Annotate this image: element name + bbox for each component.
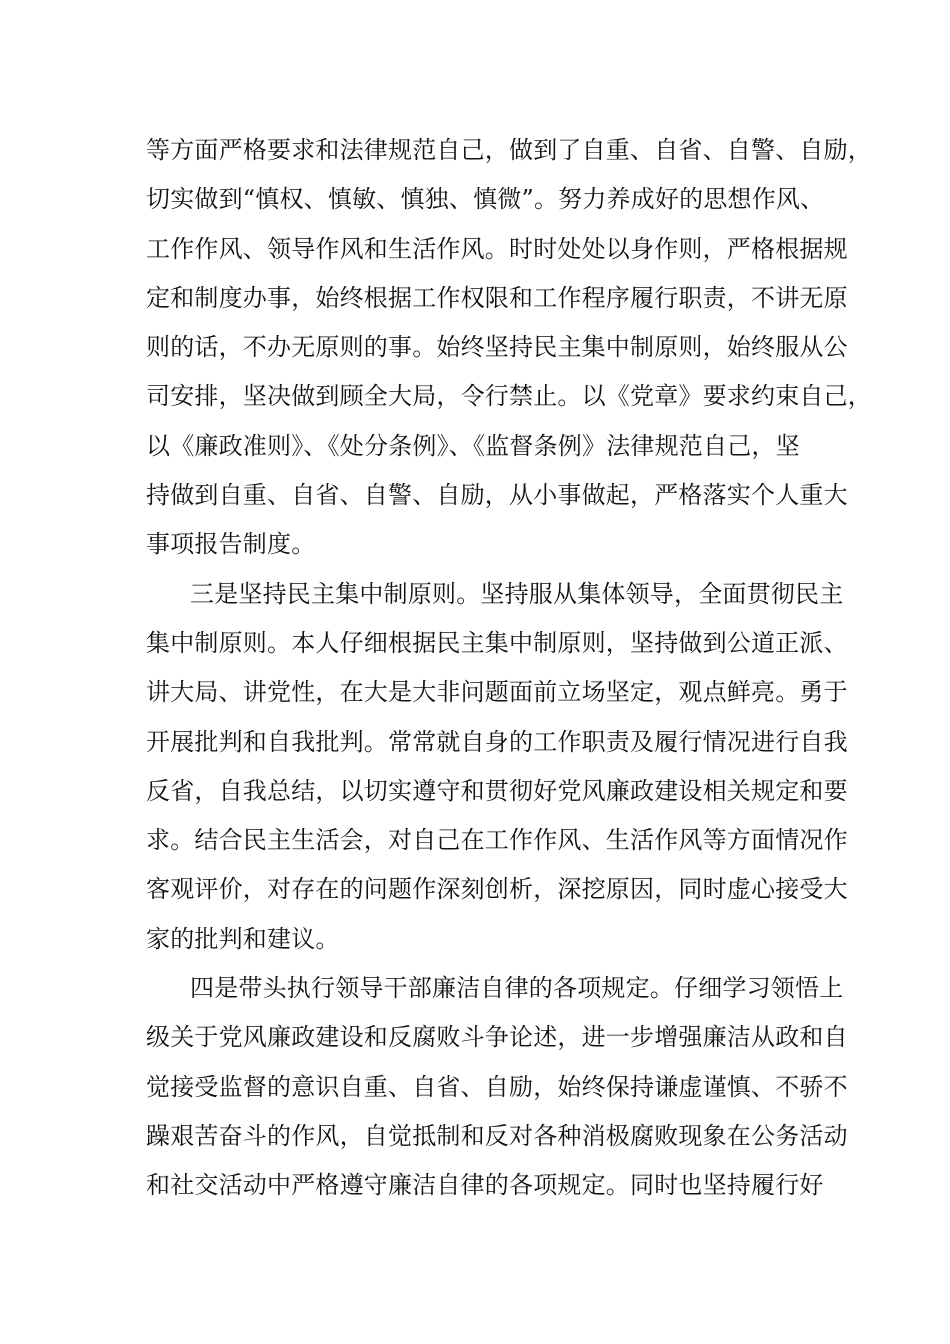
text-line: 集中制原则。本人仔细根据民主集中制原则，坚持做到公道正派、 [146, 628, 848, 657]
text-line: 求。结合民主生活会，对自己在工作作风、生活作风等方面情况作 [146, 826, 848, 855]
text-line: 开展批判和自我批判。常常就自身的工作职责及履行情况进行自我 [146, 727, 848, 756]
text-line: 和社交活动中严格遵守廉洁自律的各项规定。同时也坚持履行好 [146, 1171, 824, 1200]
text-line: 持做到自重、自省、自警、自励，从小事做起，严格落实个人重大 [146, 481, 848, 510]
text-line: 司安排，坚决做到顾全大局，令行禁止。以《党章》要求约束自己， [146, 382, 872, 411]
text-line: 事项报告制度。 [146, 530, 316, 559]
body-text [146, 126, 872, 1211]
text-line: 躁艰苦奋斗的作风，自觉抵制和反对各种消极腐败现象在公务活动 [146, 1121, 848, 1150]
paragraph-start-line: 四是带头执行领导干部廉洁自律的各项规定。仔细学习领悟上 [190, 974, 844, 1003]
text-line: 以《廉政准则》、《处分条例》、《监督条例》法律规范自己，坚 [146, 431, 800, 460]
text-line: 级关于党风廉政建设和反腐败斗争论述，进一步增强廉洁从政和自 [146, 1023, 848, 1052]
text-line: 等方面严格要求和法律规范自己，做到了自重、自省、自警、自励， [146, 136, 872, 164]
text-line: 定和制度办事，始终根据工作权限和工作程序履行职责，不讲无原 [146, 283, 848, 312]
text-line: 则的话，不办无原则的事。始终坚持民主集中制原则，始终服从公 [146, 333, 848, 362]
text-line: 客观评价，对存在的问题作深刻创析，深挖原因，同时虚心接受大 [146, 875, 848, 904]
text-line: 工作作风、领导作风和生活作风。时时处处以身作则，严格根据规 [146, 234, 848, 263]
text-line: 反省，自我总结，以切实遵守和贯彻好党风廉政建设相关规定和要 [146, 776, 848, 805]
text-line: 家的批判和建议。 [146, 924, 340, 953]
text-line: 切实做到“慎权、慎敏、慎独、慎微”。努力养成好的思想作风、 [146, 185, 825, 214]
paragraph-start-line: 三是坚持民主集中制原则。坚持服从集体领导，全面贯彻民主 [190, 579, 844, 608]
text-line: 觉接受监督的意识自重、自省、自励，始终保持谦虚谨慎、不骄不 [146, 1072, 848, 1101]
text-line: 讲大局、讲党性，在大是大非问题面前立场坚定，观点鲜亮。勇于 [146, 678, 848, 707]
